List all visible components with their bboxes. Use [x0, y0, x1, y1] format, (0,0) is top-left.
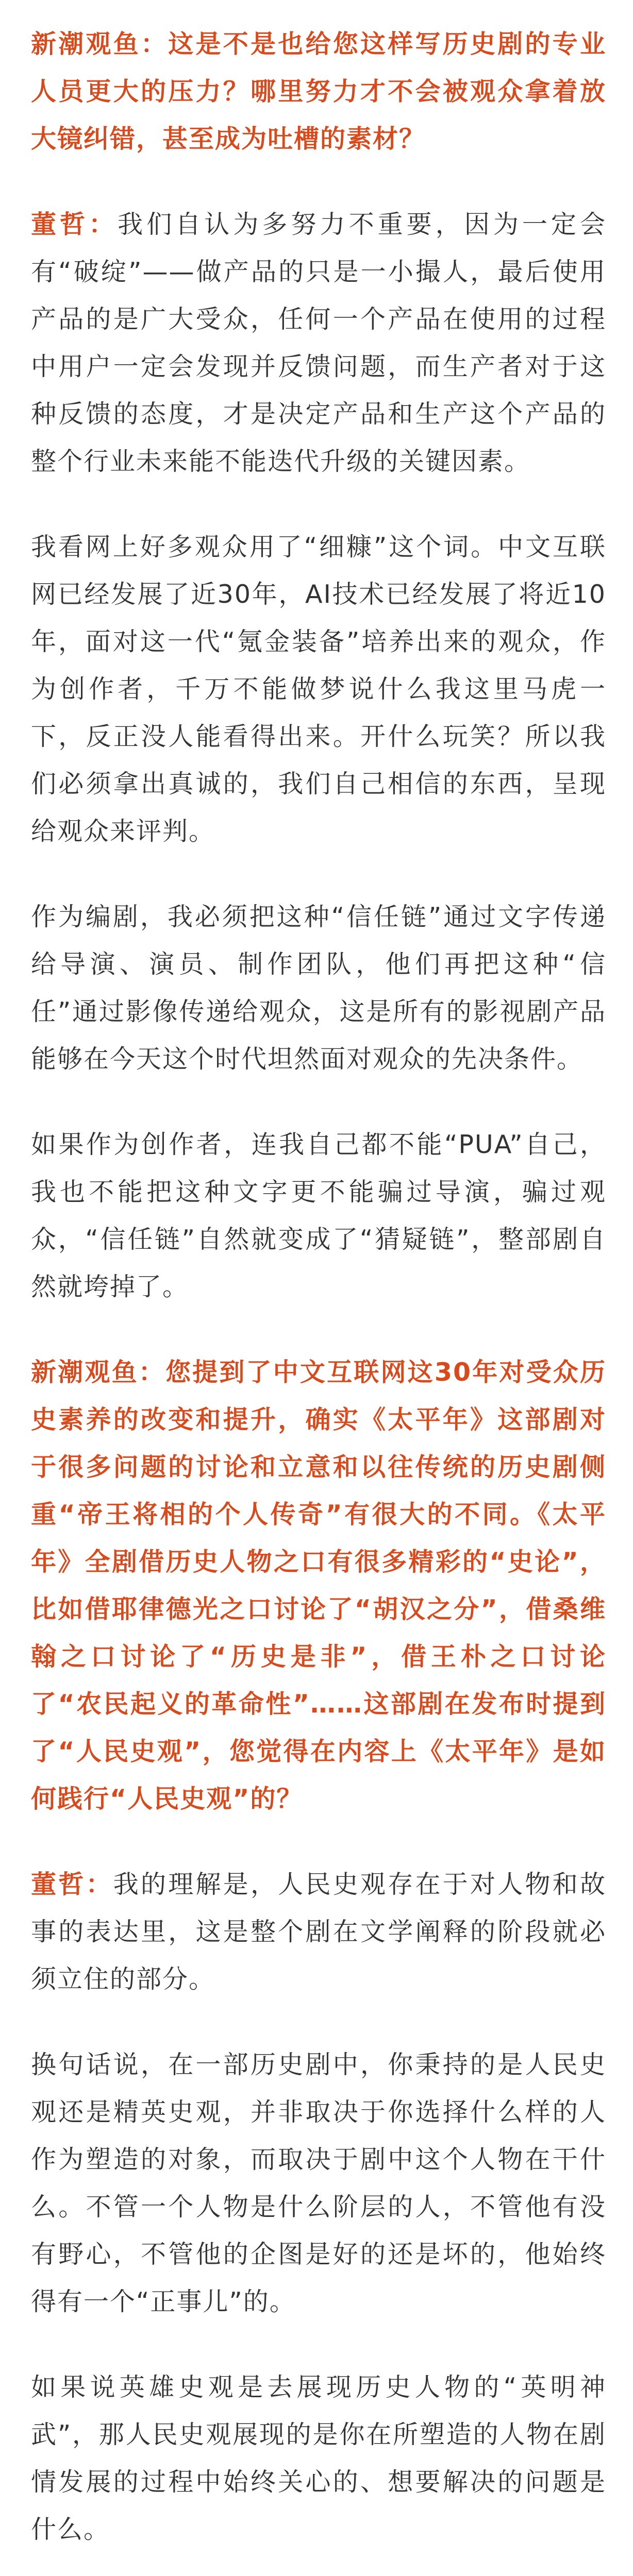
paragraph-text: 如果作为创作者，连我自己都不能“PUA”自己，我也不能把这种文字更不能骗过导演，骗过观众，“信任链”自然就变成了“猜疑链”，整部剧自然就垮掉了。 — [31, 1130, 606, 1301]
paragraphs-before-figure — [31, 21, 606, 2576]
interview-question: 这是不是也给您这样写历史剧的专业人员更大的压力？哪里努力才不会被观众拿着放大镜纠错，甚至成为吐槽的素材？ — [31, 29, 606, 154]
paragraph-text: 我的理解是，人民史观存在于对人物和故事的表达里，这是整个剧在文学阐释的阶段就必须立住的部分。 — [31, 1870, 606, 1994]
paragraph-text: 我们自认为多努力不重要，因为一定会有“破绽”——做产品的只是一小撮人，最后使用产品的是广大受众，任何一个产品在使用的过程中用户一定会发现并反馈问题，而生产者对于这种反馈的态度，才是决定产品和生产这个产品的整个行业未来能不能迭代升级的关键因素。 — [31, 210, 606, 476]
speaker-label: 董哲： — [31, 210, 118, 239]
paragraph — [31, 893, 606, 1083]
speaker-label: 董哲： — [31, 1870, 113, 1899]
interview-question: 您提到了中文互联网这30年对受众历史素养的改变和提升，确实《太平年》这部剧对于很多问题的讨论和立意和以往传统的历史剧侧重“帝王将相的个人传奇”有很大的不同。《太平年》全剧借历史人物之口有很多精彩的“史论”，比如借耶律德光之口讨论了“胡汉之分”，借桑维翰之口讨论了“历史是非”，借王朴之口讨论了“农民起义的革命性”……这部剧在发布时提到了“人民史观”，您觉得在内容上《太平年》是如何践行“人民史观”的？ — [31, 1358, 606, 1814]
speaker-label: 新潮观鱼： — [31, 1358, 165, 1387]
paragraph — [31, 2364, 606, 2553]
paragraph — [31, 1861, 606, 2003]
paragraph-text: 换句话说，在一部历史剧中，你秉持的是人民史观还是精英史观，并非取决于你选择什么样的人作为塑造的对象，而取决于剧中这个人物在干什么。不管一个人物是什么阶层的人，不管他有没有野心，不管他的企图是好的还是坏的，他始终得有一个“正事儿”的。 — [31, 2050, 606, 2316]
paragraph-text: 我看网上好多观众用了“细糠”这个词。中文互联网已经发展了近30年，AI技术已经发展了将近10年，面对这一代“氪金装备”培养出来的观众，作为创作者，千万不能做梦说什么我这里马虎一下，反正没人能看得出来。开什么玩笑？所以我们必须拿出真诚的，我们自己相信的东西，呈现给观众来评判。 — [31, 532, 606, 846]
paragraph — [31, 21, 606, 163]
paragraph-text: 作为编剧，我必须把这种“信任链”通过文字传递给导演、演员、制作团队，他们再把这种“信任”通过影像传递给观众，这是所有的影视剧产品能够在今天这个时代坦然面对观众的先决条件。 — [31, 902, 606, 1074]
paragraph — [31, 201, 606, 485]
paragraph — [31, 523, 606, 855]
paragraph — [31, 1121, 606, 1311]
paragraph-text: 如果说英雄史观是去展现历史人物的“英明神武”，那人民史观展现的是你在所塑造的人物在剧情发展的过程中始终关心的、想要解决的问题是什么。 — [31, 2372, 606, 2544]
paragraph — [31, 2041, 606, 2326]
speaker-label: 新潮观鱼： — [31, 29, 169, 59]
paragraph — [31, 1349, 606, 1823]
